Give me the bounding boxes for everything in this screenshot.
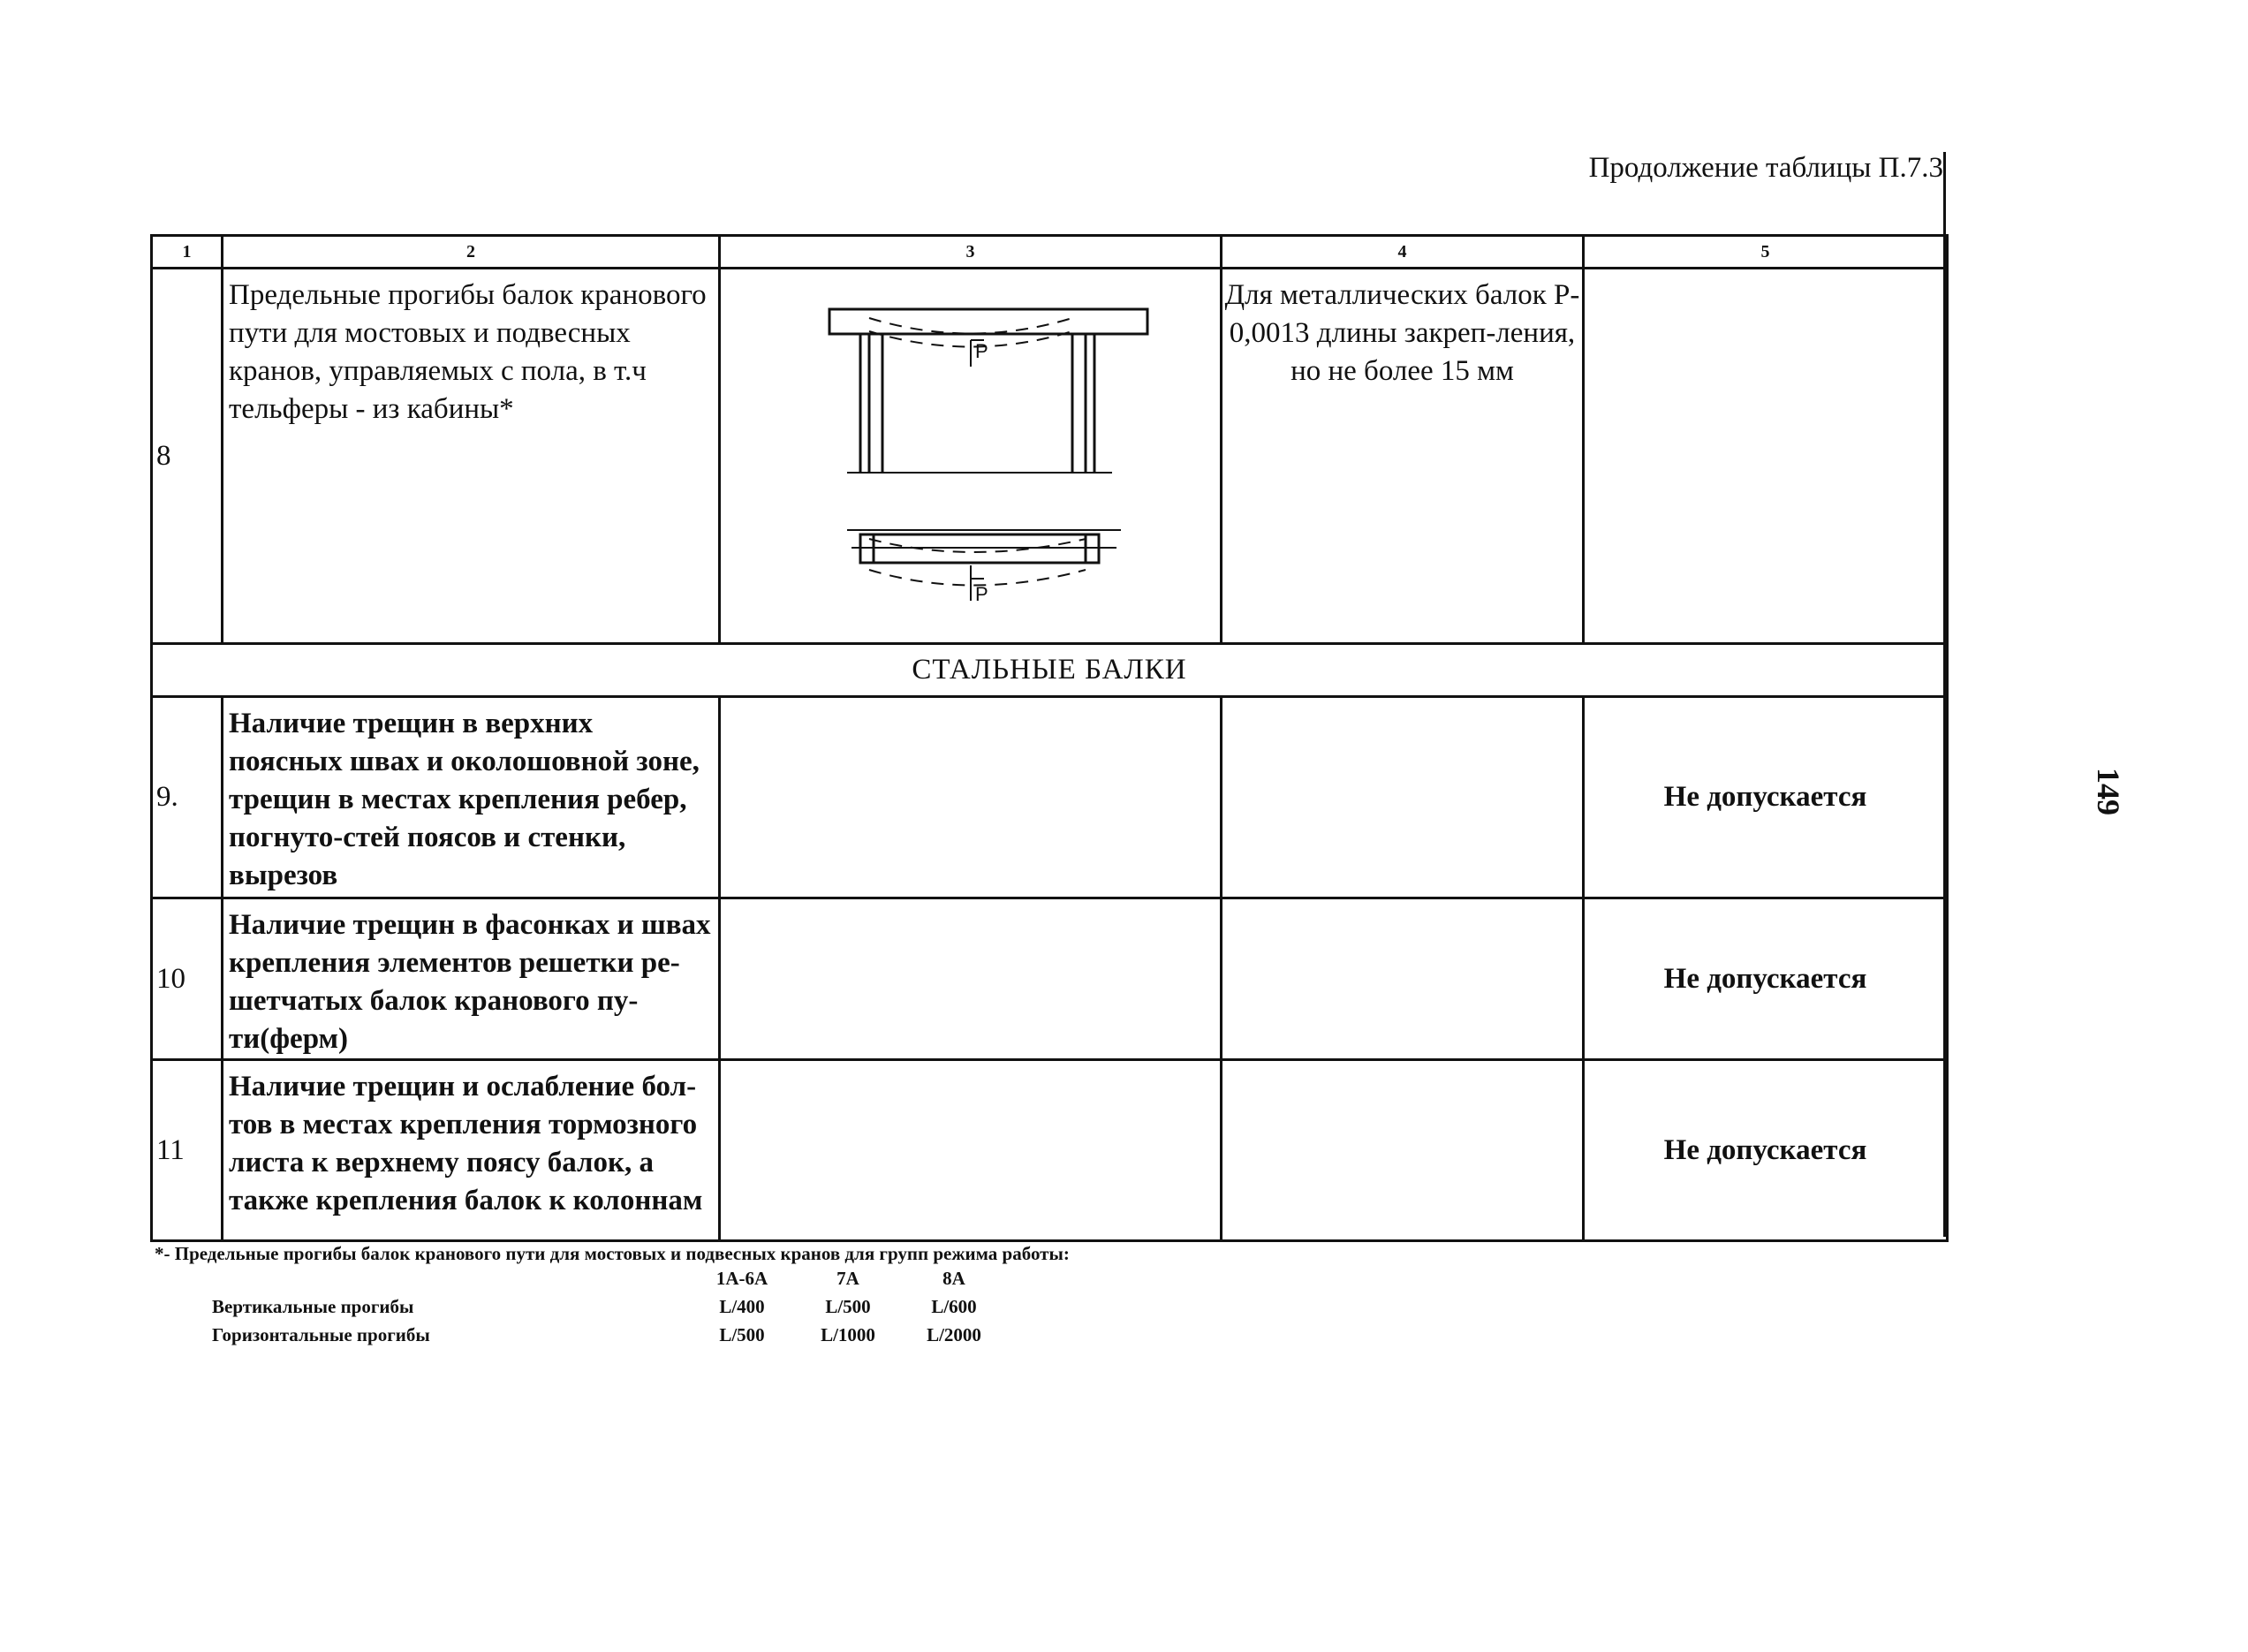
footnote-value: L/500	[825, 1296, 871, 1317]
load-label-bottom: P	[974, 583, 988, 605]
criteria-table	[150, 234, 1949, 1242]
row-description: Наличие трещин и ослабление бол-тов в местах крепления тормозного листа к верхнему поясу балок, а также крепления балок к колоннам	[223, 1060, 720, 1241]
crane-beam-deflection-diagram	[785, 269, 1156, 623]
row-verdict: Не допускается	[1584, 1060, 1948, 1241]
header-col-2: 2	[223, 236, 720, 269]
header-col-4: 4	[1222, 236, 1584, 269]
row-verdict: Не допускается	[1584, 898, 1948, 1060]
footnote-value: L/2000	[927, 1324, 981, 1345]
footnote-value: L/500	[719, 1324, 765, 1345]
empty-cell	[720, 1060, 1222, 1241]
empty-cell	[720, 697, 1222, 898]
footnote-col: 1А-6А	[715, 1268, 768, 1289]
row-number: 9.	[152, 697, 223, 898]
footnote-value: L/600	[931, 1296, 977, 1317]
header-col-3: 3	[720, 236, 1222, 269]
empty-cell	[1222, 898, 1584, 1060]
footnote-row-label: Вертикальные прогибы	[212, 1296, 414, 1317]
table-row	[152, 898, 1948, 1060]
table-row	[152, 1060, 1948, 1241]
page-number: 149	[2091, 768, 2126, 815]
deflection-diagram-cell	[720, 269, 1222, 644]
row-description: Предельные прогибы балок кранового пути для мостовых и подвесных кранов, управляемых с пола, в т.ч тельферы - из кабины*	[223, 269, 720, 644]
header-col-5: 5	[1584, 236, 1948, 269]
header-col-1: 1	[152, 236, 223, 269]
load-label-top: P	[974, 340, 988, 362]
footnote-text: *- Предельные прогибы балок кранового пути для мостовых и подвесных кранов для групп режима работы:	[155, 1243, 1070, 1264]
table-row	[152, 697, 1948, 898]
footnote-row-label: Горизонтальные прогибы	[212, 1324, 430, 1345]
footnote-col: 7А	[836, 1268, 859, 1289]
row-number: 10	[152, 898, 223, 1060]
empty-cell	[1222, 697, 1584, 898]
footnote-value: L/1000	[821, 1324, 875, 1345]
footnote-row	[212, 1296, 1007, 1324]
empty-cell	[720, 898, 1222, 1060]
row-norm: Для металлических балок Р- 0,0013 длины закреп-ления, но не более 15 мм	[1222, 269, 1584, 644]
footnote-header-row	[212, 1268, 1007, 1296]
footnote-value: L/400	[719, 1296, 765, 1317]
row-verdict	[1584, 269, 1948, 644]
table-caption: Продолжение таблицы П.7.3	[1588, 152, 1943, 184]
footnote-col: 8А	[942, 1268, 965, 1289]
table-row	[152, 269, 1948, 644]
footnote-row	[212, 1324, 1007, 1353]
section-row	[152, 644, 1948, 697]
row-description: Наличие трещин в фасонках и швах крепления элементов решетки ре-шетчатых балок кранового пу-ти(ферм)	[223, 898, 720, 1060]
row-number: 8	[152, 269, 223, 644]
empty-cell	[1222, 1060, 1584, 1241]
header-row	[152, 236, 1948, 269]
row-description: Наличие трещин в верхних поясных швах и околошовной зоне, трещин в местах крепления ребер, погнуто-стей поясов и стенки, вырезов	[223, 697, 720, 898]
row-number: 11	[152, 1060, 223, 1241]
footnote-table	[212, 1268, 1007, 1353]
section-title: СТАЛЬНЫЕ БАЛКИ	[152, 644, 1948, 697]
row-verdict: Не допускается	[1584, 697, 1948, 898]
